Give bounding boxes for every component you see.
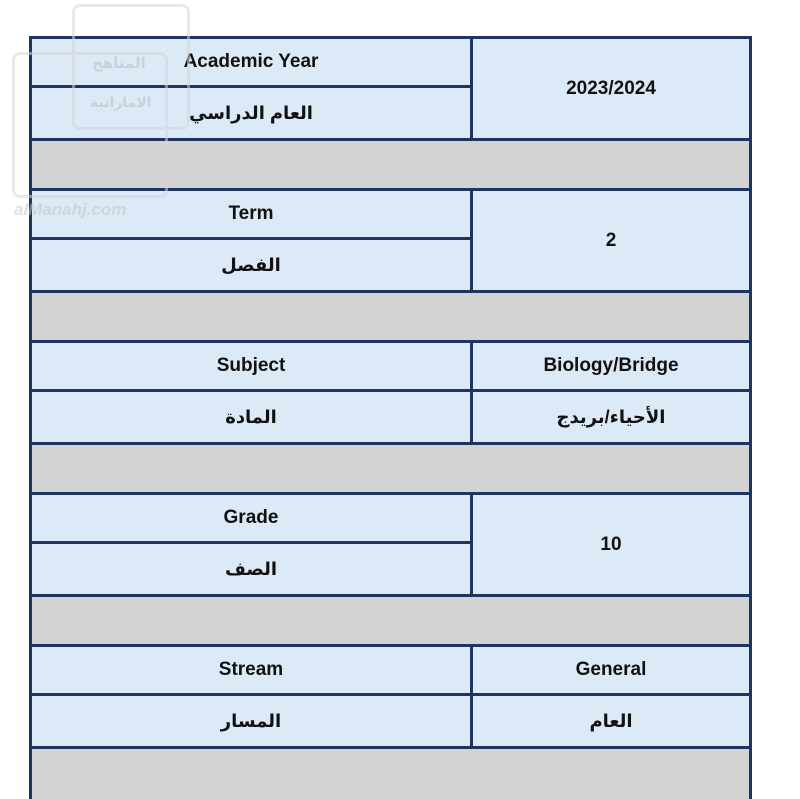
table-row-term bbox=[32, 191, 749, 290]
row-separator bbox=[32, 293, 749, 340]
row-separator bbox=[32, 597, 749, 644]
academic-year-label-ar: العام الدراسي bbox=[32, 88, 470, 138]
row-separator bbox=[32, 445, 749, 492]
stream-label-ar: المسار bbox=[32, 696, 470, 746]
table-row-academic-year bbox=[32, 39, 749, 138]
stream-label: Stream bbox=[32, 647, 470, 693]
table-row-subject bbox=[32, 343, 749, 442]
academic-year-label: Academic Year bbox=[32, 39, 470, 85]
subject-label: Subject bbox=[32, 343, 470, 389]
subject-value-ar: الأحياء/بريدج bbox=[473, 392, 749, 442]
grade-value: 10 bbox=[473, 495, 749, 594]
subject-label-ar: المادة bbox=[32, 392, 470, 442]
stream-value: General bbox=[473, 647, 749, 693]
info-table bbox=[29, 36, 752, 799]
term-label-ar: الفصل bbox=[32, 240, 470, 290]
academic-year-value: 2023/2024 bbox=[473, 39, 749, 138]
term-label: Term bbox=[32, 191, 470, 237]
stream-value-ar: العام bbox=[473, 696, 749, 746]
watermark-site: alManahj.com bbox=[14, 200, 127, 219]
grade-label-ar: الصف bbox=[32, 544, 470, 594]
table-row-grade bbox=[32, 495, 749, 594]
term-value: 2 bbox=[473, 191, 749, 290]
watermark-text: المناهج bbox=[92, 55, 146, 72]
watermark-text: الاماراتية bbox=[90, 94, 152, 110]
grade-label: Grade bbox=[32, 495, 470, 541]
row-separator bbox=[32, 141, 749, 188]
subject-value: Biology/Bridge bbox=[473, 343, 749, 389]
row-separator bbox=[32, 749, 749, 799]
table-row-stream bbox=[32, 647, 749, 746]
